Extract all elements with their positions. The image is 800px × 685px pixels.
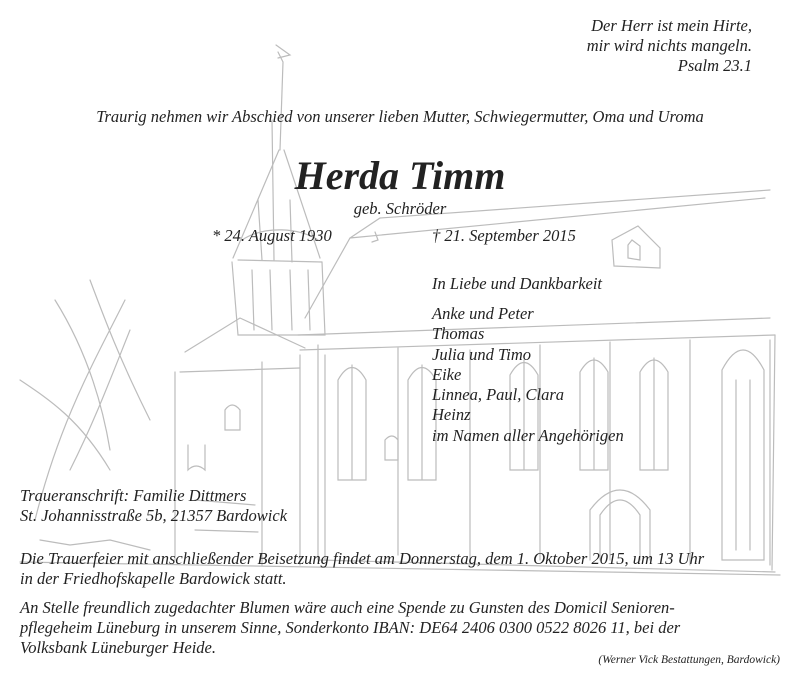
funeral-home-credit: (Werner Vick Bestattungen, Bardowick) [598,654,780,666]
address-line-2: St. Johannisstraße 5b, 21357 Bardowick [20,506,288,525]
psalm-line-2: mir wird nichts mangeln. [586,36,752,55]
death-date: † 21. September 2015 [432,226,576,245]
donation-line-3: Volksbank Lüneburger Heide. [20,638,216,657]
mourners-list [432,304,624,446]
address-line-1: Traueranschrift: Familie Dittmers [20,486,247,505]
birth-name: geb. Schröder [353,199,447,218]
mourner-name: Thomas [432,324,485,344]
mourner-name: Linnea, Paul, Clara [432,385,565,405]
deceased-name: Herda Timm [294,153,506,198]
donation-line-2: pflegeheim Lüneburg in unserem Sinne, Sonderkonto IBAN: DE64 2406 0300 0522 8026 11, bei der [20,618,681,637]
psalm-quote [587,16,752,76]
mourner-name: im Namen aller Angehörigen [432,425,624,445]
mourner-name: Anke und Peter [432,304,534,323]
psalm-reference: Psalm 23.1 [677,56,752,75]
mourning-address [20,486,287,526]
funeral-notice [20,549,704,589]
mourner-name: Heinz [432,405,471,425]
donation-notice [20,598,680,658]
mourner-name: Julia und Timo [432,344,532,364]
psalm-line-1: Der Herr ist mein Hirte, [591,16,752,35]
funeral-line-2: in der Friedhofskapelle Bardowick statt. [20,569,287,588]
mourner-name: Eike [432,364,462,384]
intro-text: Traurig nehmen wir Abschied von unserer lieben Mutter, Schwiegermutter, Oma und Uroma [96,107,704,126]
donation-line-1: An Stelle freundlich zugedachter Blumen wäre auch eine Spende zu Gunsten des Domicil Senioren- [20,598,675,617]
funeral-line-1: Die Trauerfeier mit anschließender Beisetzung findet am Donnerstag, dem 1. Oktober 2015, um 13 Uhr [20,549,705,568]
mourners-heading: In Liebe und Dankbarkeit [432,274,603,293]
birth-date: * 24. August 1930 [212,226,332,245]
